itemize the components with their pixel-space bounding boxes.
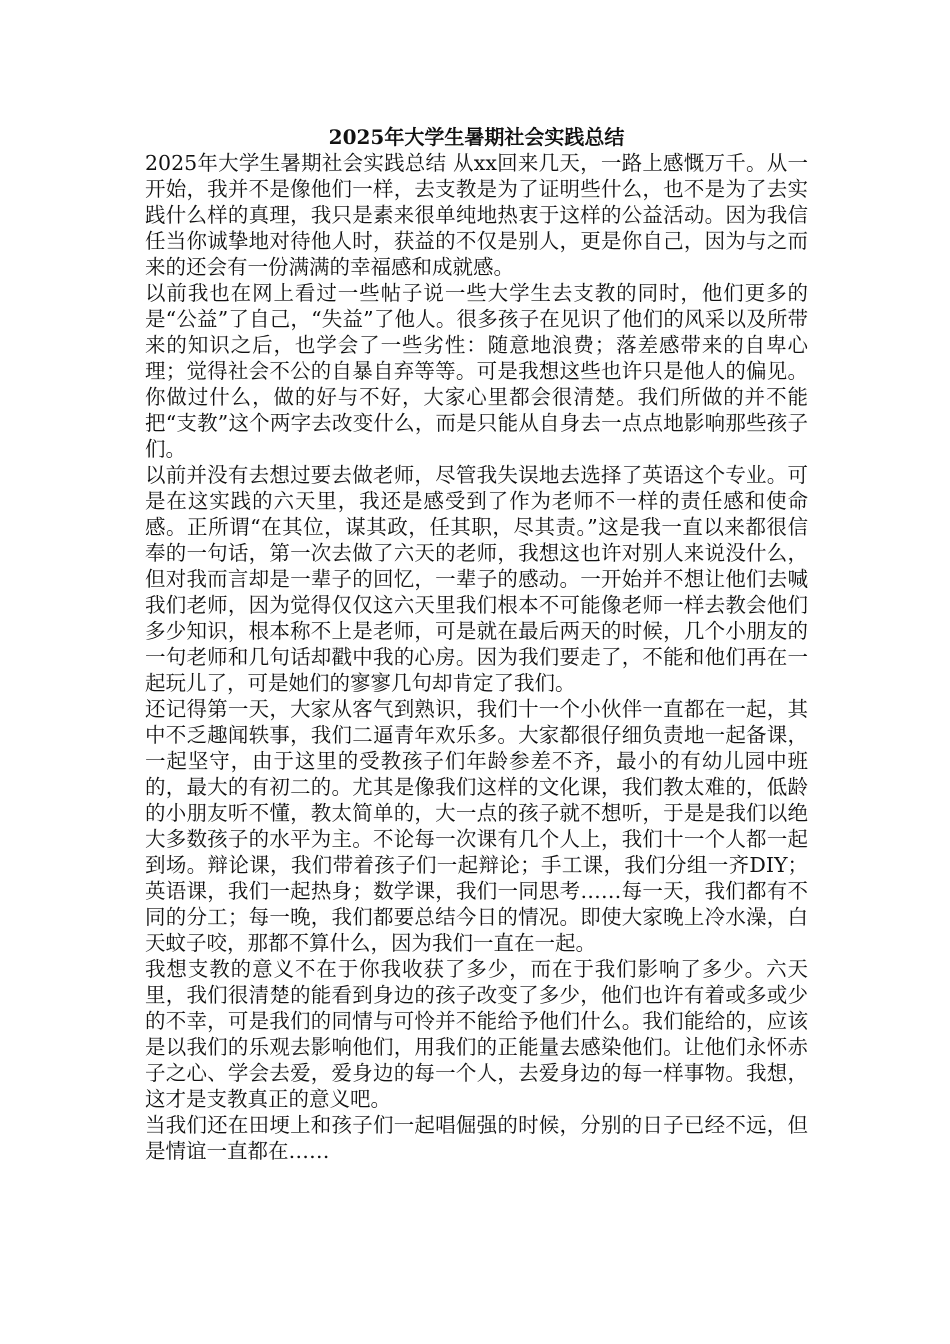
paragraph-5: 我想支教的意义不在于你我收获了多少，而在于我们影响了多少。六天里，我们很清楚的能看到身边的孩子改变了多少，他们也许有着或多或少的不幸，可是我们的同情与可怜并不能给予他们什么。我们能给的，应该是以我们的乐观去影响他们，用我们的正能量去感染他们。让他们永怀赤子之心、学会去爱，爱身边的每一个人，去爱身边的每一样事物。我想，这才是支教真正的意义吧。: [145, 957, 808, 1111]
paragraph-6: 当我们还在田埂上和孩子们一起唱倔强的时候，分别的日子已经不远，但是情谊一直都在……: [145, 1113, 808, 1163]
document-body: [145, 124, 808, 1164]
paragraph-4: 还记得第一天，大家从客气到熟识，我们十一个小伙伴一直都在一起，其中不乏趣闻轶事，我们二逼青年欢乐多。大家都很仔细负责地一起备课，一起坚守，由于这里的受教孩子们年龄参差不齐，最小的有幼儿园中班的，最大的有初二的。尤其是像我们这样的文化课，我们教太难的，低龄的小朋友听不懂，教太简单的，大一点的孩子就不想听，于是是我们以绝大多数孩子的水平为主。不论每一次课有几个人上，我们十一个人都一起到场。辩论课，我们带着孩子们一起辩论；手工课，我们分组一齐DIY；英语课，我们一起热身；数学课，我们一同思考……每一天，我们都有不同的分工；每一晚，我们都要总结今日的情况。即使大家晚上冷水澡，白天蚊子咬，那都不算什么，因为我们一直在一起。: [145, 697, 808, 955]
paragraph-2: 以前我也在网上看过一些帖子说一些大学生去支教的同时，他们更多的是“公益”了自己，“失益”了他人。很多孩子在见识了他们的风采以及所带来的知识之后，也学会了一些劣性：随意地浪费；落差感带来的自卑心理；觉得社会不公的自暴自弃等等。可是我想这些也许只是他人的偏见。你做过什么，做的好与不好，大家心里都会很清楚。我们所做的并不能把“支教”这个两字去改变什么，而是只能从自身去一点点地影响那些孩子们。: [145, 281, 808, 461]
paragraph-1: 2025年大学生暑期社会实践总结 从xx回来几天，一路上感慨万千。从一开始，我并不是像他们一样，去支教是为了证明些什么，也不是为了去实践什么样的真理，我只是素来很单纯地热衷于这样的公益活动。因为我信任当你诚挚地对待他人时，获益的不仅是别人，更是你自己，因为与之而来的还会有一份满满的幸福感和成就感。: [145, 151, 808, 279]
document-title: 2025年大学生暑期社会实践总结: [328, 125, 625, 149]
paragraph-3: 以前并没有去想过要去做老师，尽管我失误地去选择了英语这个专业。可是在这实践的六天里，我还是感受到了作为老师不一样的责任感和使命感。正所谓“在其位，谋其政，任其职，尽其责。”这是我一直以来都很信奉的一句话，第一次去做了六天的老师，我想这也许对别人来说没什么，但对我而言却是一辈子的回忆，一辈子的感动。一开始并不想让他们去喊我们老师，因为觉得仅仅这六天里我们根本不可能像老师一样去教会他们多少知识，根本称不上是老师，可是就在最后两天的时候，几个小朋友的一句老师和几句话却戳中我的心房。因为我们要走了，不能和他们再在一起玩儿了，可是她们的寥寥几句却肯定了我们。: [145, 463, 808, 695]
